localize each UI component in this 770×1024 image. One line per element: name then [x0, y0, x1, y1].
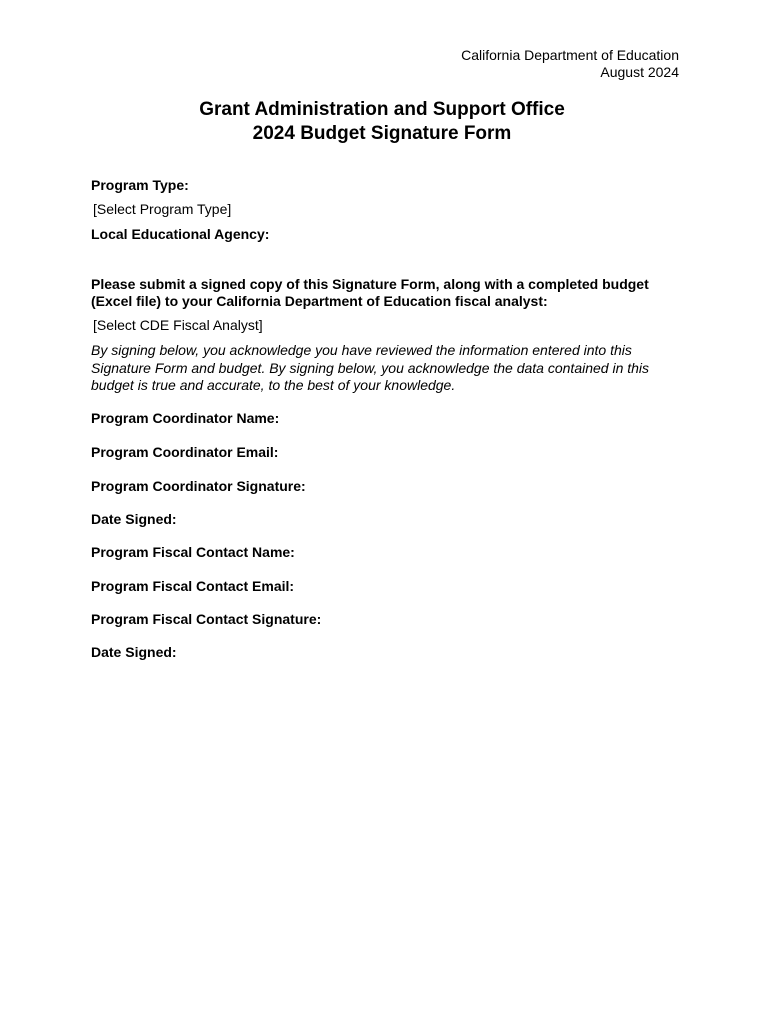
coordinator-date-signed-field[interactable]: Date Signed:	[91, 511, 177, 527]
title-line-1: Grant Administration and Support Office	[199, 99, 565, 120]
document-title	[0, 98, 770, 146]
fiscal-contact-signature-field[interactable]: Program Fiscal Contact Signature:	[91, 611, 322, 627]
fiscal-contact-email-field[interactable]: Program Fiscal Contact Email:	[91, 578, 295, 594]
title-line-2: 2024 Budget Signature Form	[252, 123, 512, 144]
acknowledgement-text: By signing below, you acknowledge you have reviewed the information entered into this Signature Form and budget. By signing below, you acknowledge the data contained in this budget is true and accurate, to the best of your knowledge.	[91, 342, 650, 393]
fiscal-analyst-select[interactable]: [Select CDE Fiscal Analyst]	[93, 317, 263, 333]
coordinator-email-field[interactable]: Program Coordinator Email:	[91, 444, 279, 460]
fiscal-contact-name-field[interactable]: Program Fiscal Contact Name:	[91, 544, 295, 560]
coordinator-signature-field[interactable]: Program Coordinator Signature:	[91, 478, 306, 494]
program-type-select[interactable]: [Select Program Type]	[93, 201, 232, 217]
header-date: August 2024	[600, 64, 679, 80]
header-organization: California Department of Education	[461, 47, 679, 63]
coordinator-name-field[interactable]: Program Coordinator Name:	[91, 410, 280, 426]
lea-label: Local Educational Agency:	[91, 226, 270, 242]
fiscal-date-signed-field[interactable]: Date Signed:	[91, 644, 177, 660]
program-type-label: Program Type:	[91, 177, 189, 193]
document-header	[461, 47, 679, 81]
submission-instructions: Please submit a signed copy of this Signature Form, along with a completed budget (Excel file) to your California Department of Education fiscal analyst:	[91, 276, 649, 309]
